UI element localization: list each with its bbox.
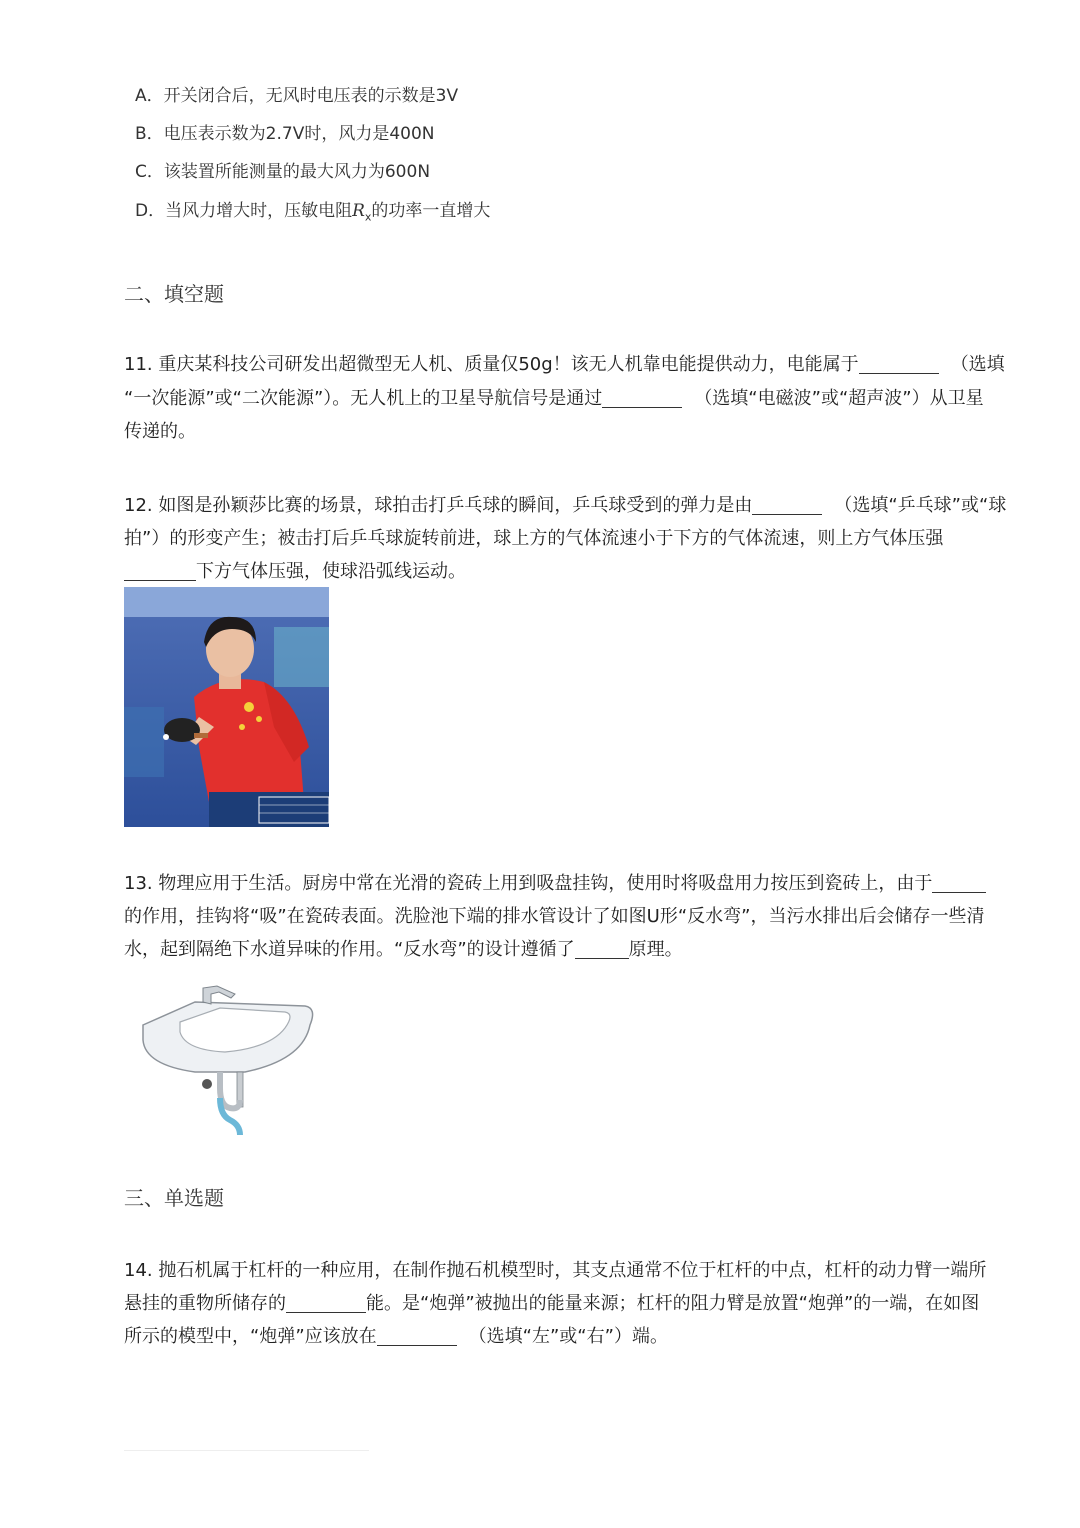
q12-text: 12. 如图是孙颖莎比赛的场景，球拍击打乒乓球的瞬间，乒乓球受到的弹力是由 — [124, 495, 753, 516]
q11-blank-1 — [859, 353, 939, 374]
section-title-single: 三、单选题 — [124, 1186, 224, 1210]
table-tennis-photo — [124, 587, 329, 827]
q13-line-1 — [124, 867, 1004, 900]
q13-text: 13. 物理应用于生活。厨房中常在光滑的瓷砖上用到吸盘挂钩，使用时将吸盘用力按压到瓷砖上，由于 — [124, 873, 933, 894]
q12-line-3 — [124, 555, 1004, 588]
q11-blank-2 — [602, 387, 682, 408]
q13-line-2: 的作用，挂钩将“吸”在瓷砖表面。洗脸池下端的排水管设计了如图U形“反水弯”，当污水排出后会储存一些清 — [124, 906, 985, 927]
sink-diagram — [135, 980, 325, 1140]
q14-line-1: 14. 抛石机属于杠杆的一种应用，在制作抛石机模型时，其支点通常不位于杠杆的中点，杠杆的动力臂一端所 — [124, 1260, 987, 1281]
q11-text: 11. 重庆某科技公司研发出超微型无人机、质量仅50g！该无人机靠电能提供动力，电能属于 — [124, 354, 859, 375]
q14-text: 悬挂的重物所储存的 — [124, 1293, 286, 1314]
q11-line-2 — [124, 382, 1004, 415]
q11-text: （选填“电磁波”或“超声波”）从卫星 — [694, 388, 984, 409]
q13-blank-2 — [575, 938, 629, 959]
q12-blank-1 — [752, 494, 822, 515]
q14-line-2 — [124, 1287, 1004, 1320]
q14-text: （选填“左”或“右”）端。 — [468, 1326, 668, 1347]
q14-blank-1 — [286, 1292, 366, 1313]
q14-line-3 — [124, 1320, 1004, 1353]
q13-text: 水，起到隔绝下水道异味的作用。“反水弯”的设计遵循了 — [124, 939, 575, 960]
option-d-text: D．当风力增大时，压敏电阻 — [135, 201, 353, 221]
option-b: B．电压表示数为2.7V时，风力是400N — [135, 124, 435, 144]
q14-text: 能。是“炮弹”被抛出的能量来源；杠杆的阻力臂是放置“炮弹”的一端，在如图 — [366, 1293, 980, 1314]
q11-text: （选填 — [950, 354, 1005, 375]
option-d-symbol: R — [352, 201, 365, 221]
q13-blank-1 — [932, 872, 986, 893]
option-d — [135, 196, 490, 232]
q11-line-3: 传递的。 — [124, 421, 196, 442]
option-a: A．开关闭合后，无风时电压表的示数是3V — [135, 86, 459, 106]
q13-line-3 — [124, 933, 1004, 966]
q11-text: “一次能源”或“二次能源”）。无人机上的卫星导航信号是通过 — [124, 388, 603, 409]
page-divider — [124, 1450, 369, 1451]
section-title-fill: 二、填空题 — [124, 282, 224, 306]
option-d-text-end: 的功率一直增大 — [371, 201, 491, 221]
q12-line-1 — [124, 489, 1007, 522]
q12-text: 下方气体压强，使球沿弧线运动。 — [196, 561, 466, 582]
q13-text: 原理。 — [628, 939, 683, 960]
option-c: C．该装置所能测量的最大风力为600N — [135, 162, 431, 182]
q14-blank-2 — [377, 1325, 457, 1346]
q11-line-1 — [124, 348, 1004, 381]
q14-text: 所示的模型中，“炮弹”应该放在 — [124, 1326, 377, 1347]
q12-blank-2 — [124, 560, 196, 581]
option-d-subscript: x — [364, 210, 372, 224]
q12-text: （选填“乒乓球”或“球 — [834, 495, 1007, 516]
q12-line-2: 拍”）的形变产生；被击打后乒乓球旋转前进，球上方的气体流速小于下方的气体流速，则上方气体压强 — [124, 528, 944, 549]
